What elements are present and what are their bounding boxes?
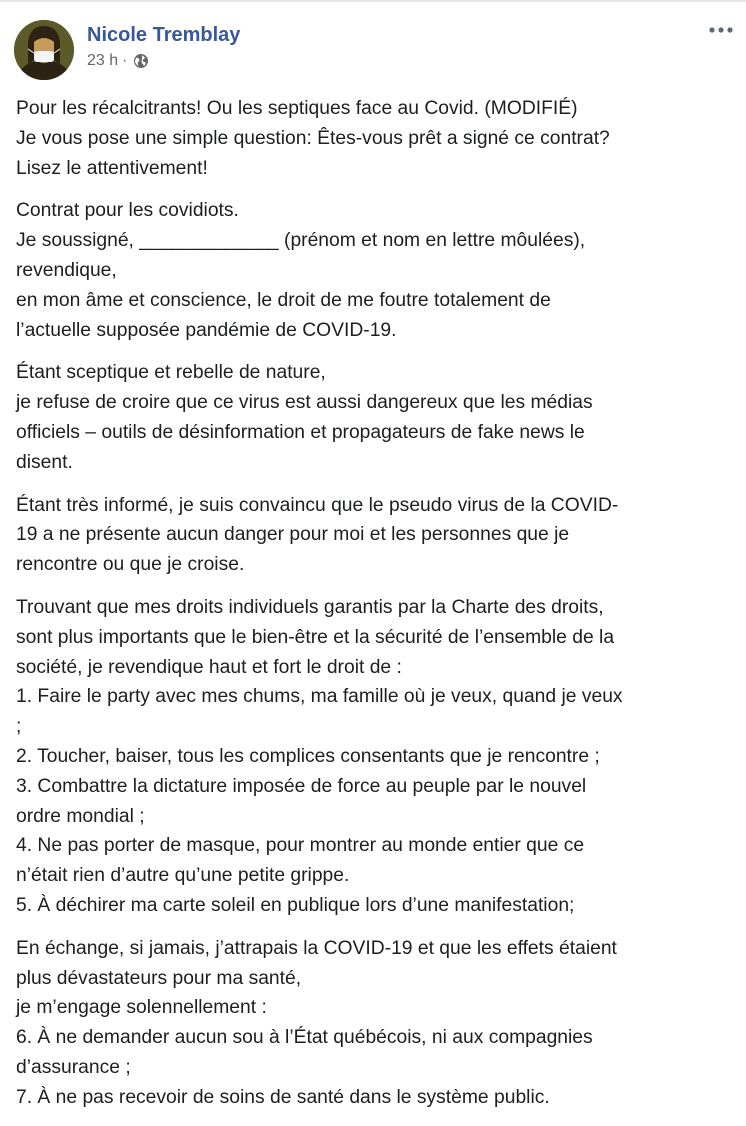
- post-paragraph: En échange, si jamais, j’attrapais la COVID-19 et que les effets étaient plus dévastateurs pour ma santé, je m’engage solennellement : 6. À ne demander aucun sou à l’État québécois, ni aux compagnies d’assurance ; 7. À ne pas recevoir de soins de santé dans le système public.: [16, 937, 617, 1108]
- post-time[interactable]: 23 h: [87, 52, 119, 69]
- post-paragraph: Étant sceptique et rebelle de nature, je refuse de croire que ce virus est aussi dangereux que les médias officiels – outils de désinformation et propagateurs de fake news le disent.: [16, 362, 593, 473]
- author-block: [87, 22, 240, 71]
- author-name[interactable]: Nicole Tremblay: [87, 24, 241, 46]
- post-paragraph: Trouvant que mes droits individuels garantis par la Charte des droits, sont plus importants que le bien-être et la sécurité de l’ensemble de la société, je revendique haut et fort le droit de : 1. Faire le party avec mes chums, ma famille où je veux, quand je veux ; 2. Toucher, baiser, tous les complices consentants que je rencontre ; 3. Combattre la dictature imposée de force au peuple par le nouvel ordre mondial ; 4. Ne pas porter de masque, pour montrer au monde entier que ce n’était rien d’autre qu’une petite grippe. 5. À déchirer ma carte soleil en publique lors d’une manifestation;: [16, 596, 623, 916]
- post-paragraph: Étant très informé, je suis convaincu que le pseudo virus de la COVID- 19 a ne présente aucun danger pour moi et les personnes que je rencontre ou que je croise.: [16, 494, 619, 576]
- post-header: [14, 20, 240, 82]
- avatar[interactable]: [14, 20, 74, 80]
- meta-separator: ·: [122, 52, 128, 69]
- globe-icon: [133, 53, 149, 69]
- post-meta: [87, 51, 240, 71]
- top-divider: [0, 0, 746, 2]
- more-horizontal-icon[interactable]: [708, 22, 734, 38]
- post-paragraph: Pour les récalcitrants! Ou les septiques face au Covid. (MODIFIÉ) Je vous pose une simple question: Êtes-vous prêt a signé ce contrat? Lisez le attentivement!: [16, 98, 610, 179]
- avatar-image-icon: [14, 20, 74, 80]
- post-text: [16, 94, 730, 1126]
- post-paragraph: Contrat pour les covidiots. Je soussigné, _____________ (prénom et nom en lettre môulées), revendique, en mon âme et conscience, le droit de me foutre totalement de l’actuelle supposée pandémie de COVID-19.: [16, 200, 586, 341]
